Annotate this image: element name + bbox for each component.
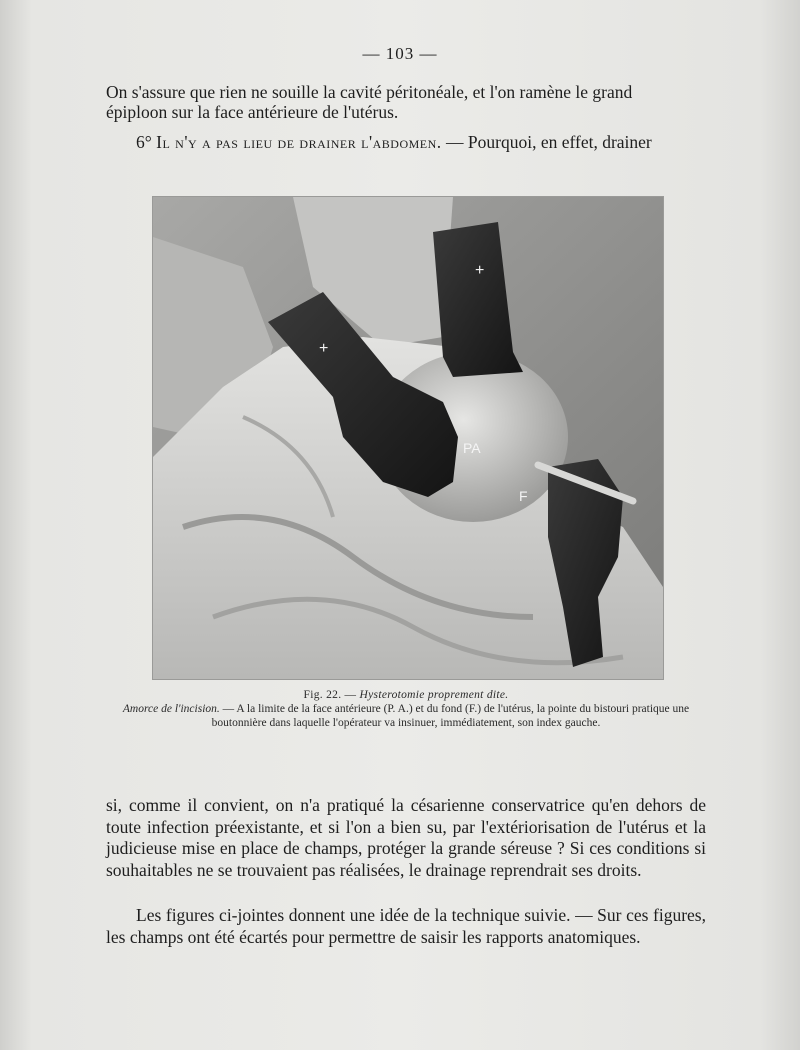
caption-fig-title: Hysterotomie proprement dite. (359, 689, 509, 701)
paragraph-figures-note: Les figures ci-jointes donnent une idée de la technique suivie. — Sur ces figures, les champs ont été écartés pour permettre de saisir les rapports anatomiques. (106, 905, 706, 947)
paragraph-intro (106, 82, 706, 122)
paragraph-intro-line-1: On s'assure que rien ne souille la cavité péritonéale, et l'on ramène le grand (106, 82, 633, 102)
figure-label-plus-2: + (319, 340, 329, 357)
illustration-figure-22 (152, 196, 664, 680)
paragraph-section-6 (106, 132, 706, 152)
caption-title-line (106, 688, 706, 702)
figure-label-plus-1: + (475, 262, 485, 279)
section-number: 6° (136, 132, 152, 152)
caption-text: — A la limite de la face antérieure (P. A.) et du fond (F.) de l'utérus, la pointe du bistouri pratique une boutonnière dans laquelle l'opérateur va insinuer, immédiatement, son index gauche. (211, 703, 690, 729)
section-text: — Pourquoi, en effet, drainer (446, 132, 652, 152)
paragraph-intro-line-2: épiploon sur la face antérieure de l'utérus. (106, 102, 399, 122)
figure-label-pa: PA (463, 440, 481, 456)
section-heading: Il n'y a pas lieu de drainer l'abdomen. (156, 132, 442, 152)
paragraph-continuation: si, comme il convient, on n'a pratiqué la césarienne conservatrice qu'en dehors de toute infection préexistante, et si l'on a bien su, par l'extériorisation de l'utérus et la judicieuse mise en place de champs, protéger la grande séreuse ? Si ces conditions si souhaitables ne se trouvaient pas réalisées, le drainage reprendrait ses droits. (106, 795, 706, 880)
surgical-illustration (153, 197, 663, 679)
page-number: — 103 — (362, 44, 438, 63)
figure-label-f: F (519, 488, 528, 504)
caption-fig-number: Fig. 22. — (303, 689, 357, 701)
caption-lead: Amorce de l'incision. (122, 703, 220, 715)
figure-caption (106, 688, 706, 730)
